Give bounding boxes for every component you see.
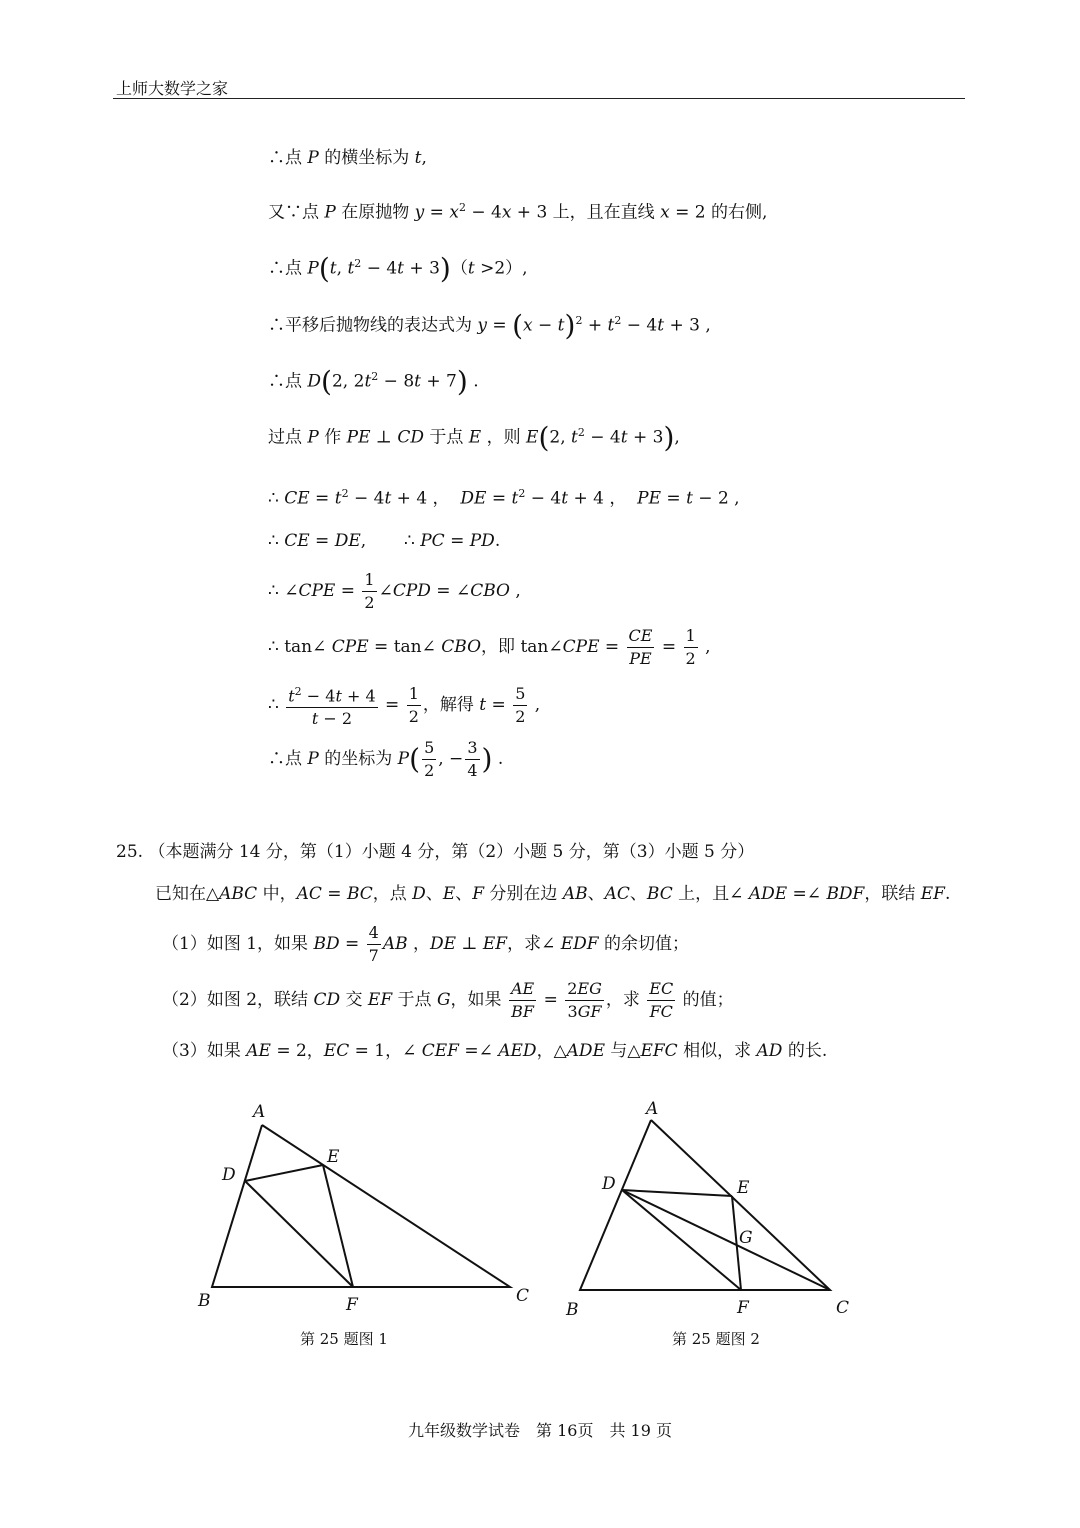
solution-line-6: 过点 P 作 PE ⊥ CD 于点 E ，则 E(2, $t^2 - 4t + 3$), bbox=[268, 421, 680, 455]
fig1-label-b: B bbox=[198, 1291, 211, 1311]
header-rule bbox=[113, 98, 965, 99]
solution-line-2: 又∵点 P 在原抛物 $y = x^2 - 4x + 3$ 上，且在直线 x = 2 的右侧, bbox=[268, 201, 768, 223]
solution-line-4: ∴平移后抛物线的表达式为 $y = (x - t)^2 + t^2 - 4t + 3$ , bbox=[268, 309, 711, 343]
solution-line-7: ∴ CE = $t^2 - 4t + 4$ ， DE = $t^2 - 4t + 4$ ， PE = t − 2 , bbox=[268, 487, 740, 509]
figure-2-caption: 第 25 题图 2 bbox=[672, 1330, 760, 1348]
figure-1 bbox=[190, 1095, 550, 1325]
solution-line-1: ∴点 P 的横坐标为 t, bbox=[268, 148, 427, 168]
header-title: 上师大数学之家 bbox=[116, 79, 229, 98]
problem-score: （本题满分 14 分，第（1）小题 4 分，第（2）小题 5 分，第（3）小题 5 分） bbox=[148, 842, 755, 862]
fig1-label-f: F bbox=[346, 1295, 358, 1315]
question-1: （1）如图 1，如果 BD = $\frac{4}{7}$ AB ，DE ⊥ EF，求∠ EDF 的余切值； bbox=[162, 923, 689, 965]
solution-line-9: ∴ ∠CPE = $\frac{1}{2}$ ∠CPD = ∠CBO , bbox=[268, 570, 521, 612]
fig2-label-e: E bbox=[737, 1178, 750, 1198]
fig1-segment-de bbox=[245, 1165, 323, 1181]
fig1-label-c: C bbox=[516, 1286, 530, 1306]
question-2: （2）如图 2，联结 CD 交 EF 于点 G，如果 $\frac{AE}{BF}$ = $\frac{2EG}{3GF}$ ，求 $\frac{EC}{FC}$ 的值； bbox=[162, 979, 734, 1021]
fig1-label-d: D bbox=[222, 1165, 236, 1185]
fig2-segment-dc bbox=[622, 1190, 830, 1290]
fig1-label-e: E bbox=[327, 1147, 340, 1167]
fig2-label-g: G bbox=[739, 1228, 753, 1248]
problem-stem: 已知在△ABC 中，AC = BC，点 D、E、F 分别在边 AB、AC、BC 上，且∠ ADE =∠ BDF，联结 EF. bbox=[155, 884, 951, 904]
page-footer: 九年级数学试卷 第 16页 共 19 页 bbox=[408, 1421, 672, 1440]
solution-line-12: ∴点 P 的坐标为 P( $\frac{5}{2}$ , − $\frac{3}{4}$ ) . bbox=[268, 738, 504, 780]
fig2-label-d: D bbox=[602, 1174, 616, 1194]
solution-line-5: ∴点 D(2, $2t^2 - 8t + 7$) . bbox=[268, 365, 479, 399]
fig2-segment-de bbox=[622, 1190, 732, 1196]
fig1-triangle-abc bbox=[212, 1125, 510, 1287]
fig2-label-f: F bbox=[737, 1298, 749, 1318]
fig2-label-a: A bbox=[646, 1099, 659, 1119]
solution-line-8: ∴ CE = DE, ∴ PC = PD. bbox=[268, 531, 501, 551]
fig2-label-b: B bbox=[566, 1300, 579, 1320]
fig2-label-c: C bbox=[836, 1298, 850, 1318]
solution-line-10: ∴ tan∠ CPE = tan∠ CBO，即 tan∠CPE = $\frac{CE}{PE}$ = $\frac{1}{2}$ , bbox=[268, 626, 711, 668]
fig1-segment-df bbox=[245, 1181, 353, 1287]
problem-25-header bbox=[116, 840, 754, 864]
fig1-label-a: A bbox=[253, 1102, 266, 1122]
fig1-segment-ef bbox=[323, 1165, 353, 1287]
problem-number: 25. bbox=[116, 842, 144, 862]
figure-2 bbox=[560, 1092, 880, 1322]
figure-1-caption: 第 25 题图 1 bbox=[300, 1330, 388, 1348]
fig2-triangle-abc bbox=[580, 1120, 830, 1290]
solution-line-11: ∴ $\frac{t^2 - 4t + 4}{t - 2}$ = $\frac{1}{2}$ ，解得 t = $\frac{5}{2}$ , bbox=[268, 680, 540, 730]
question-3: （3）如果 AE = 2，EC = 1，∠ CEF =∠ AED，△ADE 与△EFC 相似，求 AD 的长. bbox=[162, 1041, 828, 1061]
fig2-segment-df bbox=[622, 1190, 741, 1290]
solution-line-3: ∴点 P(t, $t^2 - 4t + 3)(t >2)$, bbox=[268, 252, 528, 286]
